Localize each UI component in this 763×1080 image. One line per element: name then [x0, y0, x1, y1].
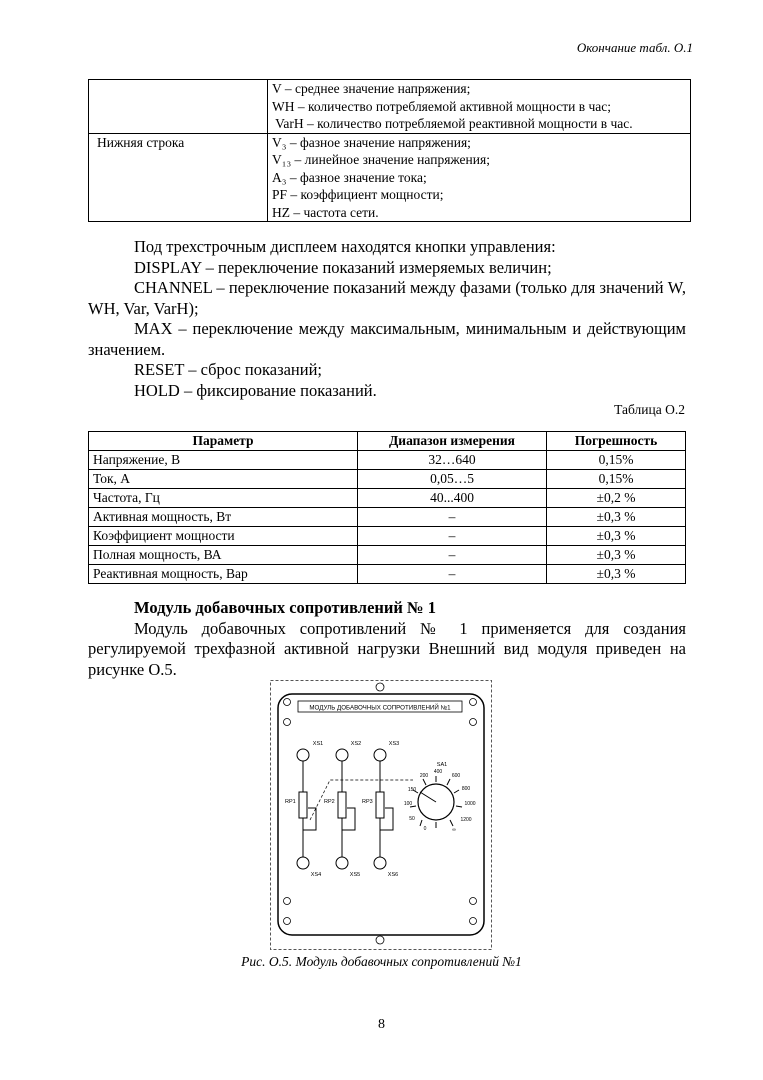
socket-xs5 — [336, 857, 348, 869]
table-cell: 0,15% — [547, 470, 686, 489]
table-row — [89, 489, 686, 508]
table-cell: 32…640 — [358, 451, 547, 470]
table-line: VarH – количество потребляемой реактивной мощности в час. — [272, 116, 633, 131]
column-header: Параметр — [89, 432, 358, 451]
dial-value: 200 — [419, 773, 429, 779]
socket-label: XS5 — [349, 872, 361, 878]
mounting-hole — [284, 898, 291, 905]
table-line: PF – коэффициент мощности; — [272, 187, 444, 202]
table-cell: 0,15% — [547, 451, 686, 470]
socket-label: XS1 — [312, 741, 324, 747]
paragraph: RESET – сброс показаний; — [134, 360, 322, 379]
table-row — [89, 80, 691, 134]
panel-title: МОДУЛЬ ДОБАВОЧНЫХ СОПРОТИВЛЕНИЙ №1 — [309, 704, 451, 712]
socket-xs1 — [297, 749, 309, 761]
resistor-label: RP2 — [324, 799, 335, 805]
table-o1-continuation — [88, 79, 691, 222]
table-row — [89, 451, 686, 470]
table-cell-lines — [268, 133, 691, 222]
module-figure — [270, 680, 492, 950]
table-cell: Полная мощность, ВА — [89, 546, 358, 565]
dial-value: 1000 — [464, 801, 476, 807]
mounting-hole — [284, 918, 291, 925]
paragraph: MAX – переключение между максимальным, минимальным и действующим значением. — [88, 319, 686, 359]
dial-value: 50 — [409, 816, 415, 822]
dial-value: 100 — [403, 801, 413, 807]
paragraph: HOLD – фиксирование показаний. — [134, 380, 377, 400]
resistor-label: RP1 — [285, 799, 296, 805]
dial-value: 0 — [423, 826, 427, 832]
figure-caption: Рис. О.5. Модуль добавочных сопротивлений №1 — [241, 954, 522, 969]
table-cell: – — [358, 508, 547, 527]
table-line: V – среднее значение напряжения; — [272, 81, 471, 96]
table-row — [89, 546, 686, 565]
table-header-row — [89, 432, 686, 451]
mounting-hole — [376, 936, 384, 944]
socket-label: XS2 — [350, 741, 362, 747]
resistor-rp2 — [338, 792, 346, 818]
table-cell: 0,05…5 — [358, 470, 547, 489]
table-cell: Реактивная мощность, Вар — [89, 565, 358, 584]
mounting-hole — [284, 699, 291, 706]
table-cell: ±0,3 % — [547, 508, 686, 527]
mounting-hole — [470, 699, 477, 706]
dial-value: ∞ — [452, 827, 456, 833]
dial-tick — [454, 790, 459, 793]
paragraph: Модуль добавочных сопротивлений № 1 применяется для создания регулируемой трехфазной активной нагрузки Внешний вид модуля приведен на рисунке О.5. — [88, 618, 686, 679]
dial-tick — [420, 820, 422, 826]
table-cell: ±0,2 % — [547, 489, 686, 508]
table-cell: – — [358, 565, 547, 584]
table-cell: 40...400 — [358, 489, 547, 508]
dial-value: 150 — [407, 787, 417, 793]
dial-tick — [450, 820, 453, 826]
table-line: V₁₃ – линейное значение напряжения; — [272, 152, 490, 167]
dial-tick — [423, 779, 426, 785]
section-heading: Модуль добавочных сопротивлений № 1 — [134, 598, 436, 617]
table-cell: Активная мощность, Вт — [89, 508, 358, 527]
resistor-rp1 — [299, 792, 307, 818]
socket-xs3 — [374, 749, 386, 761]
table-line: HZ – частота сети. — [272, 204, 379, 220]
dial-value: 600 — [451, 773, 461, 779]
mounting-hole — [376, 683, 384, 691]
paragraph: DISPLAY – переключение показаний измеряемых величин; — [134, 257, 552, 277]
socket-xs6 — [374, 857, 386, 869]
mounting-hole — [284, 719, 291, 726]
socket-label: XS3 — [388, 741, 400, 747]
table-cell: Частота, Гц — [89, 489, 358, 508]
table-row — [89, 470, 686, 489]
table-cell-label — [89, 80, 268, 134]
dial-values — [404, 769, 476, 833]
table-cell: ±0,3 % — [547, 527, 686, 546]
table-o2 — [88, 431, 686, 584]
resistor-rp3 — [376, 792, 384, 818]
socket-label: XS6 — [387, 872, 399, 878]
table-cell: – — [358, 546, 547, 565]
table-line: WH – количество потребляемой активной мощности в час; — [272, 98, 611, 114]
module-section — [88, 598, 686, 680]
socket-label: XS4 — [310, 872, 322, 878]
dial-tick — [447, 779, 450, 785]
running-header: Окончание табл. О.1 — [576, 40, 693, 55]
dial-value: 1200 — [460, 817, 472, 823]
table-row — [89, 565, 686, 584]
resistors — [299, 792, 384, 818]
controls-description — [88, 237, 686, 401]
mounting-hole — [470, 719, 477, 726]
paragraph: Под трехстрочным дисплеем находятся кнопки управления: — [134, 237, 556, 256]
dial-tick — [456, 806, 462, 807]
resistor-label: RP3 — [362, 799, 373, 805]
paragraph: CHANNEL – переключение показаний между фазами (только для значений W, WH, Var, VarH); — [88, 278, 686, 318]
table-cell: Ток, А — [89, 470, 358, 489]
table-cell-label: Нижняя строка — [89, 133, 268, 222]
page-number: 8 — [378, 1017, 385, 1032]
table-caption: Таблица О.2 — [614, 402, 685, 417]
column-header: Диапазон измерения — [358, 432, 547, 451]
socket-xs2 — [336, 749, 348, 761]
table-cell: Коэффициент мощности — [89, 527, 358, 546]
table-cell: – — [358, 527, 547, 546]
mounting-hole — [470, 898, 477, 905]
table-cell: Напряжение, В — [89, 451, 358, 470]
table-cell: ±0,3 % — [547, 565, 686, 584]
mounting-hole — [470, 918, 477, 925]
socket-xs4 — [297, 857, 309, 869]
dial-value: 800 — [461, 786, 471, 792]
table-line: V₃ – фазное значение напряжения; — [272, 134, 471, 150]
table-line: A₃ – фазное значение тока; — [272, 169, 427, 185]
dial-value: 400 — [433, 769, 443, 775]
table-row — [89, 133, 691, 222]
table-cell: ±0,3 % — [547, 546, 686, 565]
switch-pointer — [420, 792, 436, 802]
table-cell-lines — [268, 80, 691, 134]
column-header: Погрешность — [547, 432, 686, 451]
table-row — [89, 508, 686, 527]
table-row — [89, 527, 686, 546]
switch-label: SA1 — [436, 762, 448, 768]
